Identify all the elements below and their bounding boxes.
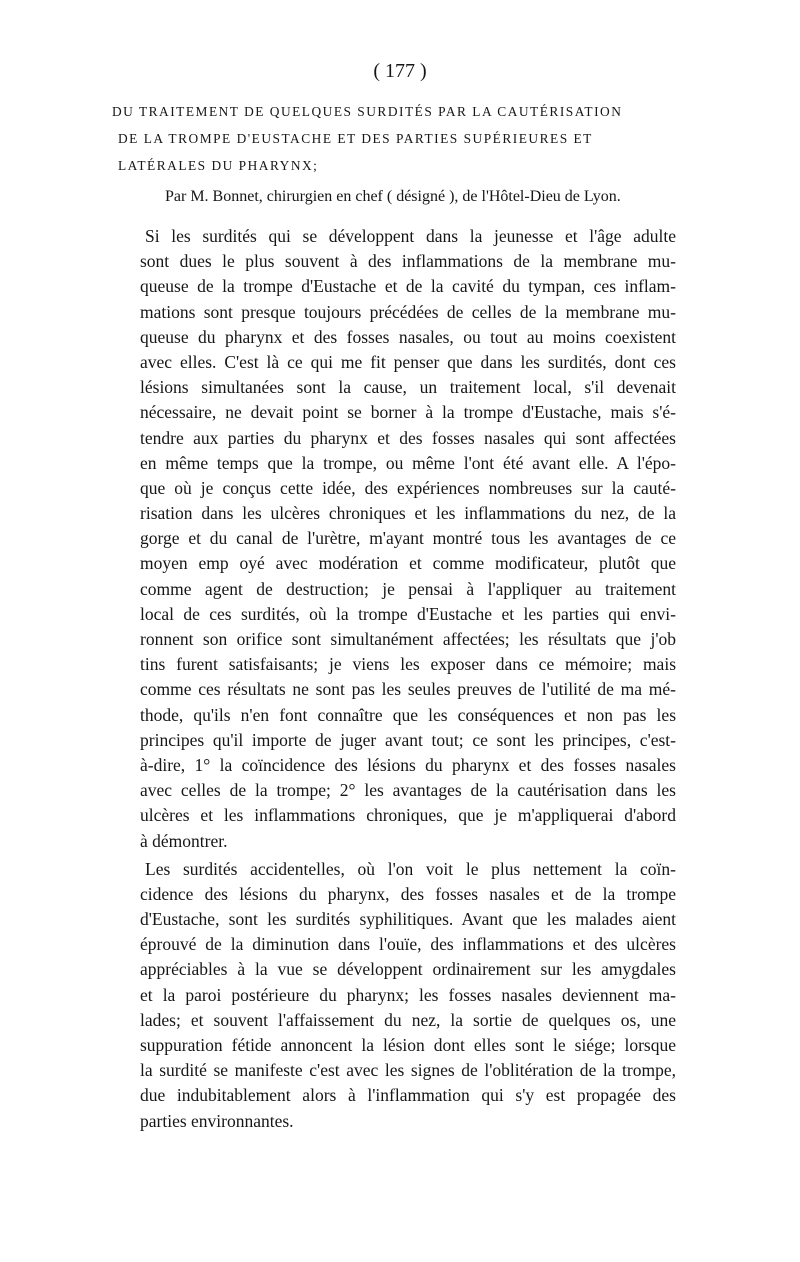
text-line: lades; et souvent l'affaissement du nez, la sortie de quelques os, une [140, 1009, 676, 1030]
text-line: queuse de la trompe d'Eustache et de la cavité du tympan, ces inflam- [140, 276, 676, 297]
text-line: à démontrer. [140, 830, 228, 851]
text-line: suppuration fétide annoncent la lésion dont elles sont le siége; lorsque [140, 1035, 676, 1055]
text-line: comme agent de destruction; je pensai à l'appliquer au traitement [140, 578, 676, 599]
text-line: d'Eustache, sont les surdités syphilitiques. Avant que les malades aient [140, 909, 676, 930]
text-line: sont dues le plus souvent à des inflammations de la membrane mu- [140, 251, 676, 272]
text-line: Les surdités accidentelles, où l'on voit le plus nettement la coïn- [145, 858, 676, 879]
text-line: à-dire, 1° la coïncidence des lésions du pharynx et des fosses nasales [140, 754, 676, 775]
text-line: en même temps que la trompe, ou même l'ont été avant elle. A l'épo- [140, 452, 676, 473]
text-line: thode, qu'ils n'en font connaître que les conséquences et non pas les [140, 704, 676, 725]
paragraph [140, 224, 676, 854]
text-line: moyen emp oyé avec modération et comme modificateur, plutôt que [140, 553, 676, 574]
text-line: que où je conçus cette idée, des expériences nombreuses sur la cauté- [140, 477, 676, 498]
text-line: éprouvé de la diminution dans l'ouïe, des inflammations et des ulcères [140, 934, 676, 955]
text-line: mations sont presque toujours précédées de celles de la membrane mu- [140, 301, 676, 322]
text-line: ulcères et les inflammations chroniques, que je m'appliquerai d'abord [140, 805, 676, 826]
text-line: due indubitablement alors à l'inflammation qui s'y est propagée des [140, 1085, 676, 1106]
text-line: la surdité se manifeste c'est avec les signes de l'oblitération de la trompe, [140, 1060, 676, 1081]
title-line: LATÉRALES DU PHARYNX; [118, 158, 319, 173]
title-line: DU TRAITEMENT DE QUELQUES SURDITÉS PAR LA CAUTÉRISATION [112, 104, 623, 119]
text-line: tins furent satisfaisants; je viens les exposer dans ce mémoire; mais [140, 654, 676, 675]
text-line: avec celles de la trompe; 2° les avantages de la cautérisation dans les [140, 780, 676, 801]
author-line: Par M. Bonnet, chirurgien en chef ( désigné ), de l'Hôtel-Dieu de Lyon. [165, 188, 621, 205]
text-line: risation dans les ulcères chroniques et les inflammations du nez, de la [140, 503, 676, 524]
article-title [112, 98, 678, 179]
text-line: appréciables à la vue se développent ordinairement sur les amygdales [140, 959, 676, 980]
text-line: comme ces résultats ne sont pas les seules preuves de l'utilité de ma mé- [140, 679, 676, 700]
text-line: ronnent son orifice sont simultanément affectées; les résultats que j'ob [140, 629, 676, 649]
text-line: nécessaire, ne devait point se borner à la trompe d'Eustache, mais s'é- [140, 402, 676, 423]
text-line: avec elles. C'est là ce qui me fit penser que dans les surdités, dont ces [140, 351, 676, 372]
text-line: local de ces surdités, où la trompe d'Eustache et les parties qui envi- [140, 603, 676, 624]
text-line: queuse du pharynx et des fosses nasales, ou tout au moins coexistent [140, 326, 676, 347]
title-line: DE LA TROMPE D'EUSTACHE ET DES PARTIES SUPÉRIEURES ET [118, 131, 593, 146]
text-line: gorge et du canal de l'urètre, m'ayant montré tous les avantages de ce [140, 528, 676, 549]
page-number: ( 177 ) [373, 60, 427, 82]
text-line: et la paroi postérieure du pharynx; les fosses nasales deviennent ma- [140, 984, 676, 1005]
text-line: principes qu'il importe de juger avant tout; ce sont les principes, c'est- [140, 729, 676, 750]
text-line: parties environnantes. [140, 1110, 294, 1131]
paragraph [140, 857, 676, 1134]
text-line: tendre aux parties du pharynx et des fosses nasales qui sont affectées [140, 427, 676, 448]
text-line: cidence des lésions du pharynx, des fosses nasales et de la trompe [140, 883, 676, 904]
article-body [140, 224, 676, 1134]
text-line: Si les surdités qui se développent dans la jeunesse et l'âge adulte [145, 226, 676, 246]
text-line: lésions simultanées sont la cause, un traitement local, s'il devenait [140, 377, 676, 398]
